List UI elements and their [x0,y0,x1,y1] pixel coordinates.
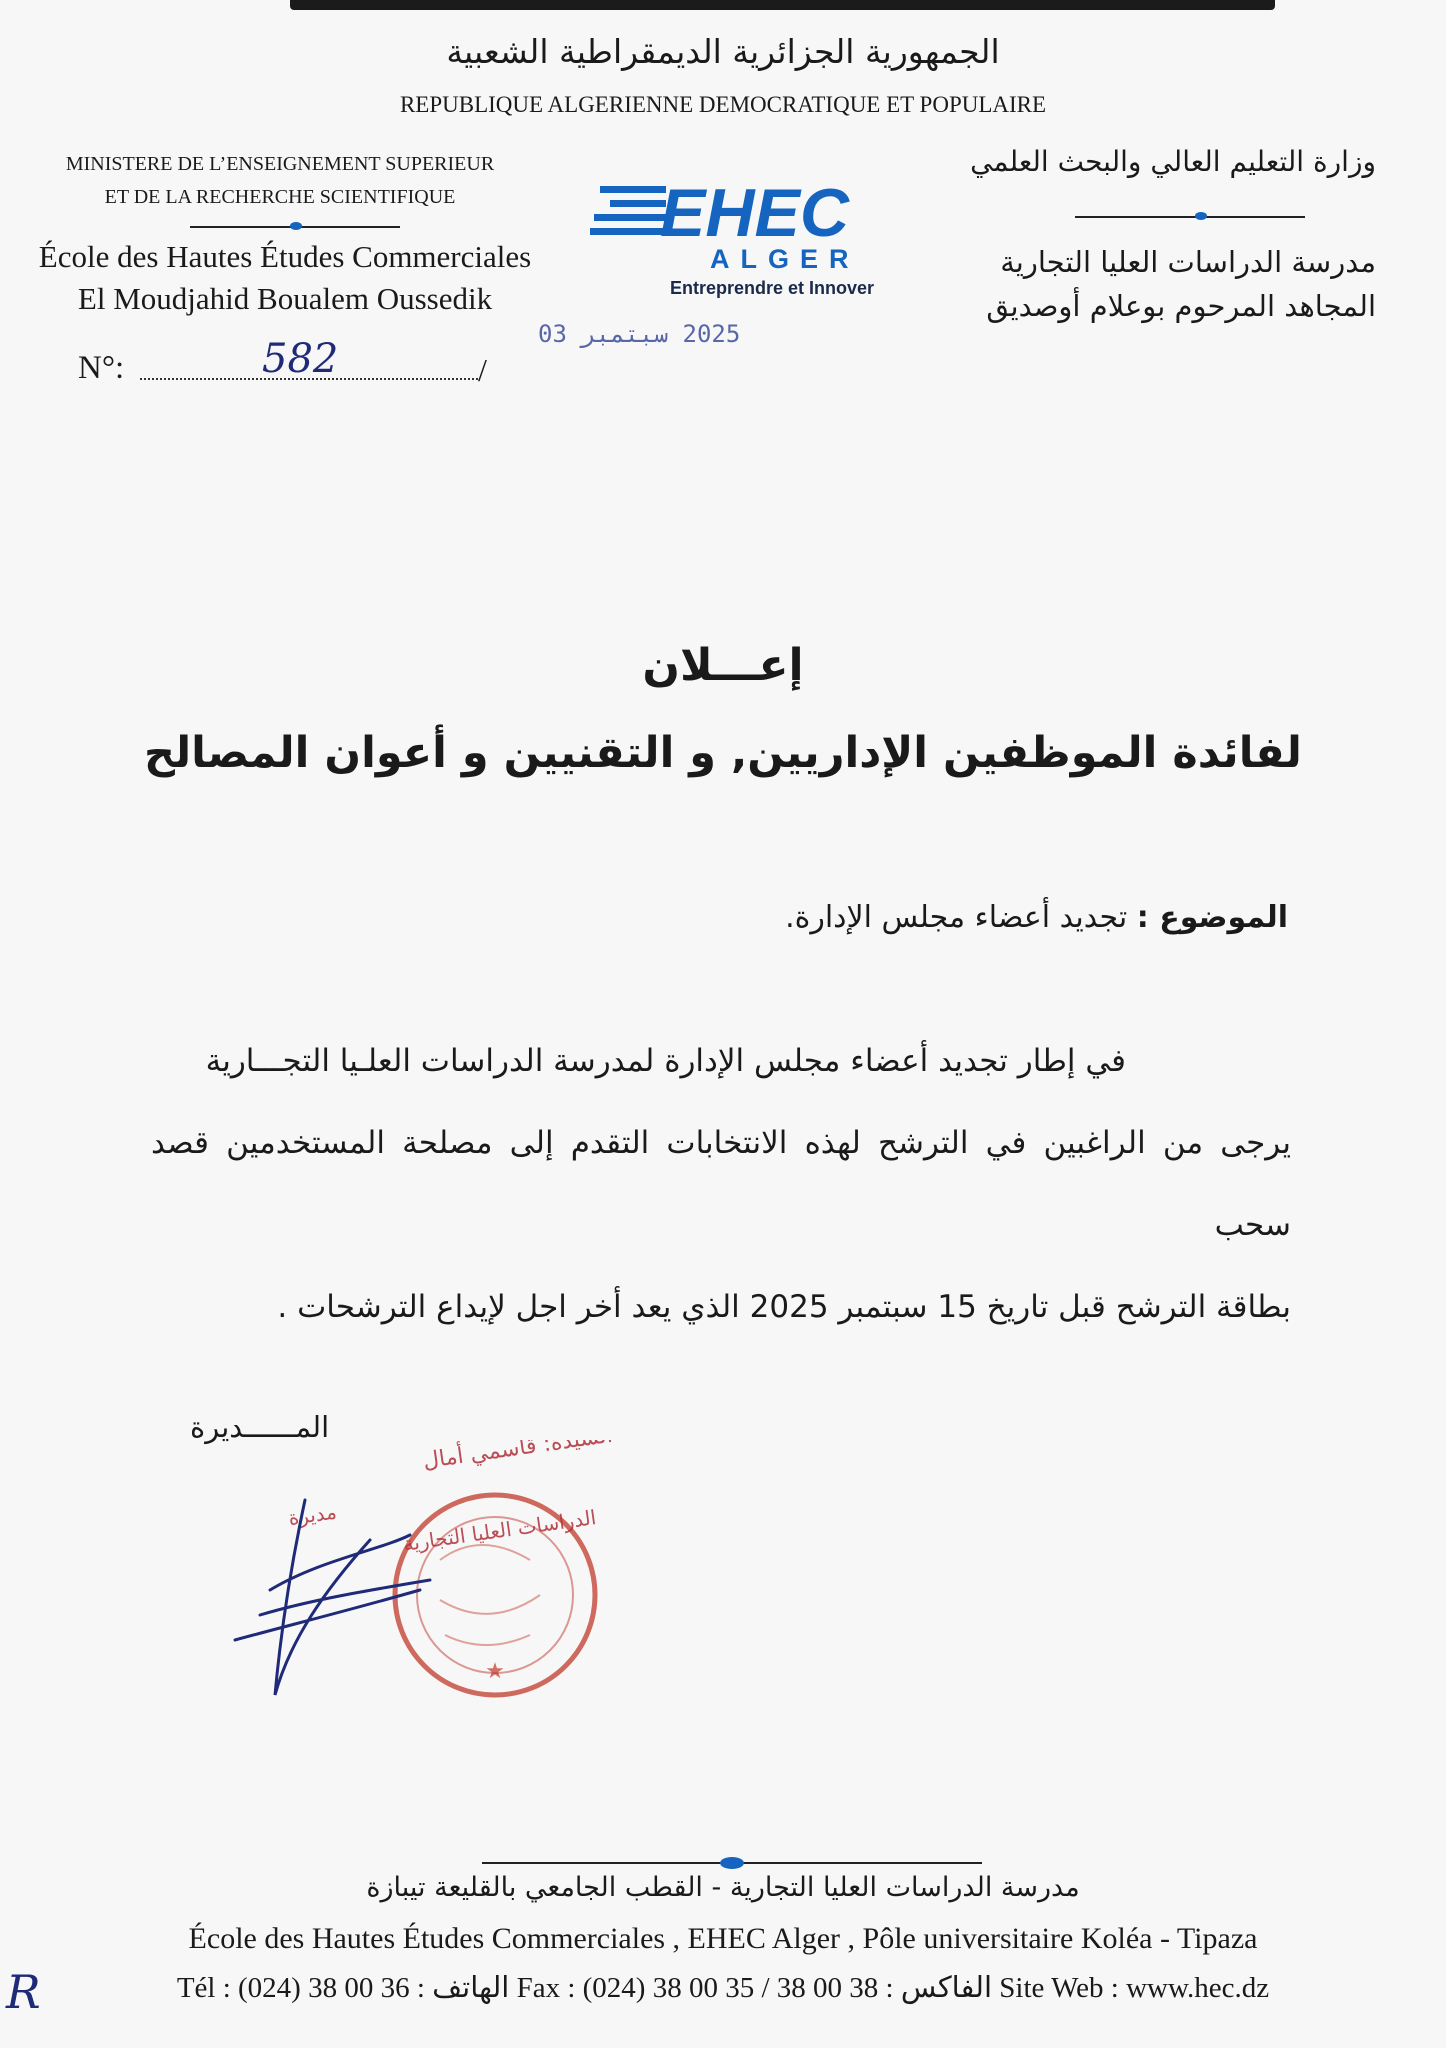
footer-address-ar: مدرسة الدراسات العليا التجارية - القطب الجامعي بالقليعة تيبازة [366,1872,1080,1903]
school-fr-line-2: El Moudjahid Boualem Oussedik [77,281,493,316]
stamp-name-line-1: السيدة: قاسمي أمال [421,1440,615,1475]
ministry-fr-line-1: MINISTERE DE L’ENSEIGNEMENT SUPERIEUR [65,153,495,175]
subject-text: تجديد أعضاء مجلس الإدارة. [785,900,1128,935]
footer-contact: Tél : (024) 38 00 36 : الهاتف Fax : (024) 38 00 35 / 38 00 38 : الفاكس Site Web : www.hec.dz [176,1972,1270,2004]
school-name-ar [986,240,1376,328]
stamp-name-line-3: الدراسات العليا التجارية [401,1505,598,1556]
ehec-logo-graphic [590,168,890,308]
school-ar-line-2: المجاهد المرحوم بوعلام أوصديق [986,289,1376,323]
ministry-fr-line-2: ET DE LA RECHERCHE SCIENTIFIQUE [104,186,456,208]
stamp-name-line-2: مديرة [286,1499,339,1530]
top-edge-bar [290,0,1275,10]
reference-number-slash: / [478,352,487,388]
divider-dot-left [290,222,302,230]
body-line-3: بطاقة الترشح قبل تاريخ 15 سبتمبر 2025 الذي يعد أخر اجل لإيداع الترشحات . [277,1289,1291,1325]
republic-title-fr: REPUBLIQUE ALGERIENNE DEMOCRATIQUE ET POPULAIRE [399,92,1047,117]
reference-number-label: N°: [78,350,125,386]
ministry-fr [30,148,530,214]
announcement-title: إعـــلان [642,640,804,691]
announcement-body [151,1020,1291,1348]
signature-and-seal [140,1440,620,1720]
republic-title-ar: الجمهورية الجزائرية الديمقراطية الشعبية [446,32,1000,71]
divider-dot-right [1195,212,1207,220]
seal-graphic [140,1440,620,1720]
school-ar-line-1: مدرسة الدراسات العليا التجارية [1000,245,1376,279]
signatory-title: المــــــديرة [190,1410,330,1444]
svg-text:★: ★ [485,1659,505,1684]
footer-address-fr: École des Hautes Études Commerciales , EHEC Alger , Pôle universitaire Koléa - Tipaza [188,1922,1258,1955]
school-name-fr [20,236,550,320]
school-fr-line-1: École des Hautes Études Commerciales [38,239,532,274]
logo-city: ALGER [710,244,860,274]
footer-divider-dot [720,1857,744,1869]
handwritten-initials: R [6,1965,41,2019]
logo-wordmark: EHEC [660,175,849,251]
subject-label: الموضوع : [1136,900,1288,935]
subject-line [785,900,1288,935]
body-line-1: في إطار تجديد أعضاء مجلس الإدارة لمدرسة الدراسات العلـيا التجـــارية [205,1043,1126,1079]
ehec-logo [590,168,890,308]
date-stamp: 2025 سبتمبر 03 [538,320,741,348]
divider-right [1075,216,1305,218]
body-line-2: يرجى من الراغبين في الترشح لهذه الانتخابات التقدم إلى مصلحة المستخدمين قصد سحب [151,1125,1291,1243]
ministry-ar: وزارة التعليم العالي والبحث العلمي [970,145,1376,178]
reference-number-value: 582 [262,336,339,382]
announcement-subtitle: لفائدة الموظفين الإداريين, و التقنيين و أعوان المصالح [144,728,1302,778]
logo-tagline: Entreprendre et Innover [670,278,875,298]
